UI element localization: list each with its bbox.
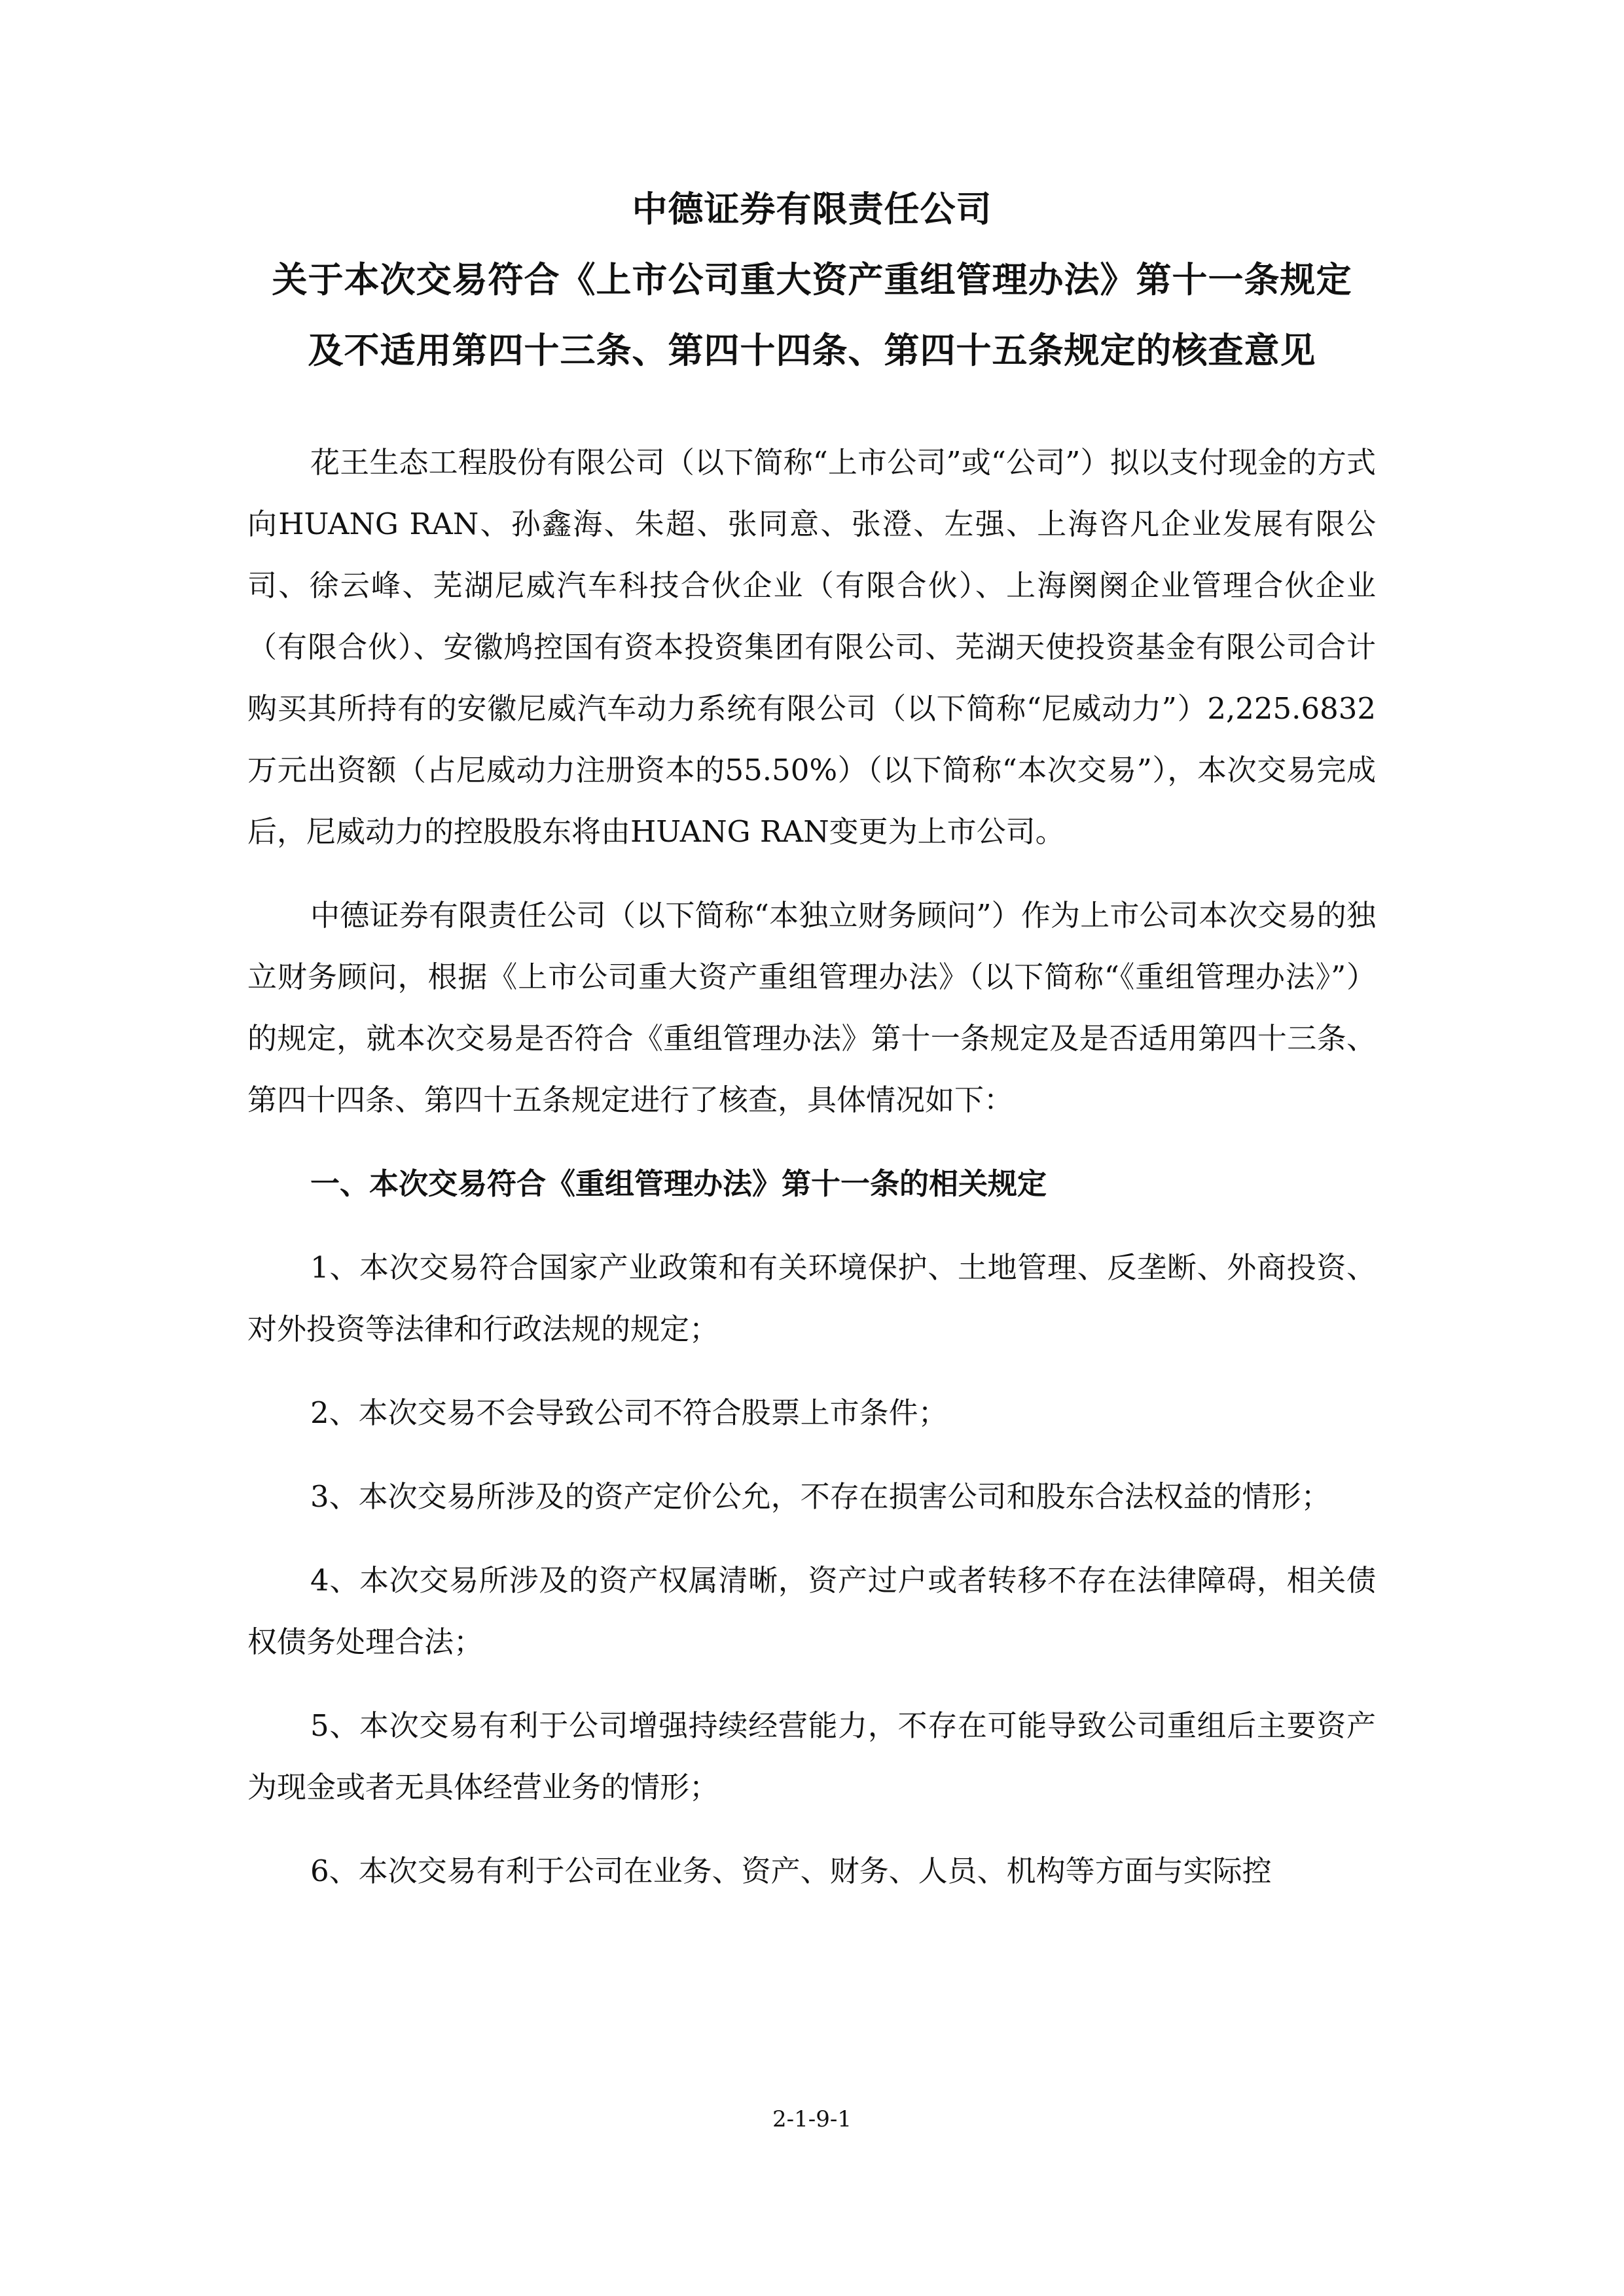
advisor-paragraph: 中德证券有限责任公司（以下简称“本独立财务顾问”）作为上市公司本次交易的独立财务顾问，根据《上市公司重大资产重组管理办法》（以下简称“《重组管理办法》”）的规定，就本次交易是否符合《重组管理办法》第十一条规定及是否适用第四十三条、第四十四条、第四十五条规定进行了核查，具体情况如下： bbox=[247, 898, 1376, 1117]
document-title bbox=[0, 190, 1624, 402]
list-item: 3、本次交易所涉及的资产定价公允，不存在损害公司和股东合法权益的情形； bbox=[310, 1479, 1331, 1514]
page-number: 2-1-9-1 bbox=[772, 2106, 852, 2132]
list-item: 1、本次交易符合国家产业政策和有关环境保护、土地管理、反垄断、外商投资、对外投资等法律和行政法规的规定； bbox=[247, 1250, 1376, 1346]
section-heading: 一、本次交易符合《重组管理办法》第十一条的相关规定 bbox=[310, 1166, 1047, 1201]
document-body bbox=[247, 432, 1376, 1924]
title-line-scope: 及不适用第四十三条、第四十四条、第四十五条规定的核查意见 bbox=[308, 330, 1316, 371]
list-item: 6、本次交易有利于公司在业务、资产、财务、人员、机构等方面与实际控 bbox=[310, 1854, 1272, 1888]
intro-paragraph: 花王生态工程股份有限公司（以下简称“上市公司”或“公司”）拟以支付现金的方式向HUANG RAN、孙鑫海、朱超、张同意、张澄、左强、上海咨凡企业发展有限公司、徐云峰、芜湖尼威汽车科技合伙企业（有限合伙）、上海阕阕企业管理合伙企业（有限合伙）、安徽鸠控国有资本投资集团有限公司、芜湖天使投资基金有限公司合计购买其所持有的安徽尼威汽车动力系统有限公司（以下简称“尼威动力”）2,225.6832万元出资额（占尼威动力注册资本的55.50%）（以下简称“本次交易”），本次交易完成后，尼威动力的控股股东将由HUANG RAN变更为上市公司。 bbox=[247, 445, 1376, 849]
title-line-company: 中德证券有限责任公司 bbox=[632, 188, 992, 230]
title-line-subject: 关于本次交易符合《上市公司重大资产重组管理办法》第十一条规定 bbox=[272, 259, 1352, 300]
list-item: 4、本次交易所涉及的资产权属清晰，资产过户或者转移不存在法律障碍，相关债权债务处理合法； bbox=[247, 1563, 1376, 1659]
list-item: 2、本次交易不会导致公司不符合股票上市条件； bbox=[310, 1395, 948, 1430]
list-item: 5、本次交易有利于公司增强持续经营能力，不存在可能导致公司重组后主要资产为现金或者无具体经营业务的情形； bbox=[247, 1708, 1376, 1804]
